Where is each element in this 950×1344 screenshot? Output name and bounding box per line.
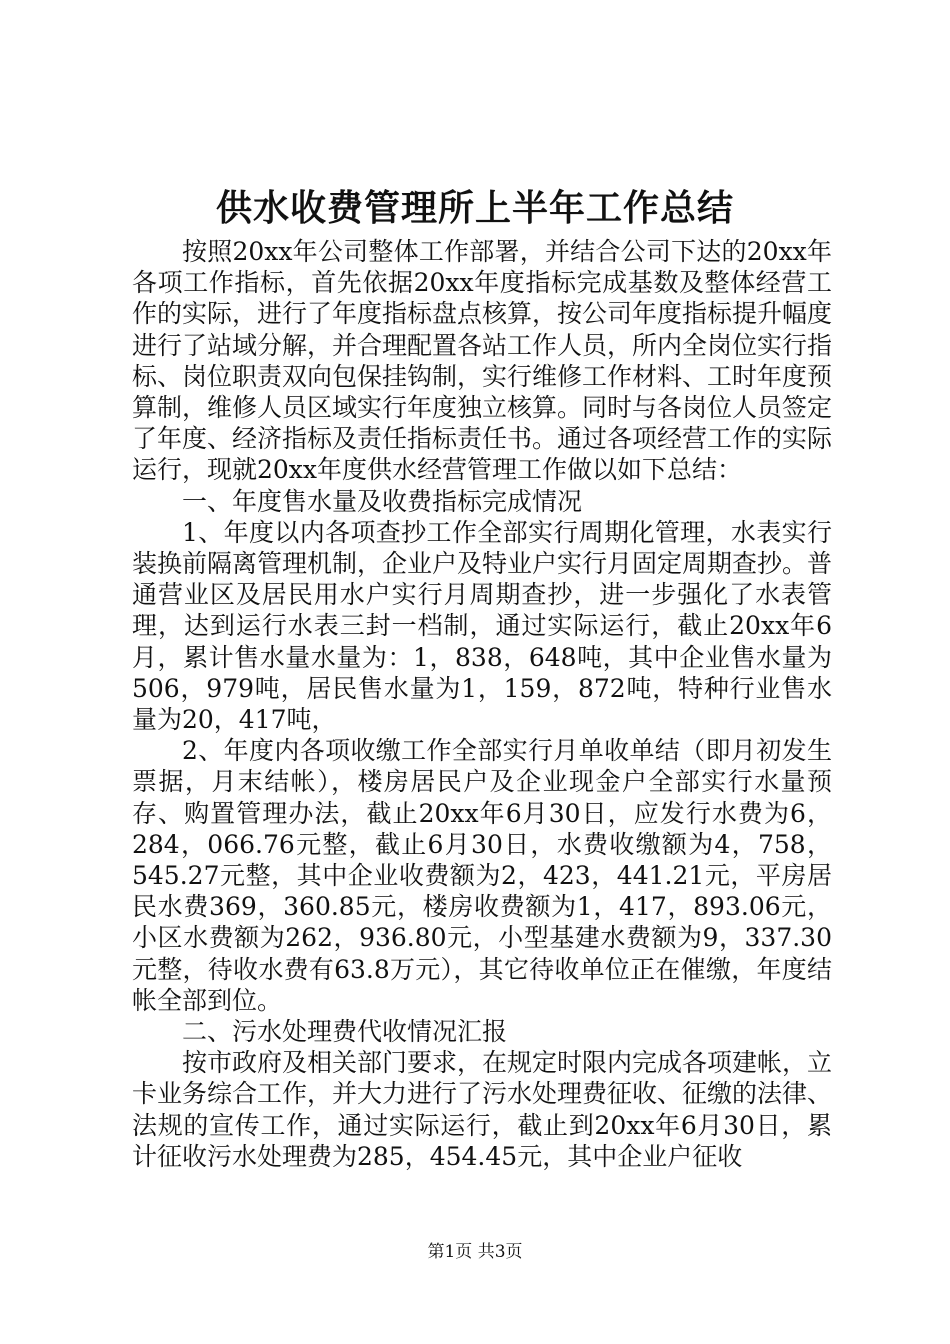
paragraph-fee-collection: 2、年度内各项收缴工作全部实行月单收单结（即月初发生票据，月末结帐），楼房居民户及企业现金户全部实行水量预存、购置管理办法，截止20xx年6月30日，应发行水费为6，284，066.76元整，截止6月30日，水费收缴额为4，758，545.27元整，其中企业收费额为2，423，441.21元，平房居民水费369，360.85元，楼房收费额为1，417，893.06元，小区水费额为262，936.80元，小型基建水费额为9，337.30元整，待收水费有63.8万元），其它待收单位正在催缴，年度结帐全部到位。 xyxy=(132,736,832,1015)
paragraph-sewage-fee: 按市政府及相关部门要求，在规定时限内完成各项建帐，立卡业务综合工作，并大力进行了污水处理费征收、征缴的法律、法规的宣传工作，通过实际运行，截止到20xx年6月30日，累计征收污水处理费为285，454.45元，其中企业户征收 xyxy=(132,1048,833,1171)
document-title: 供水收费管理所上半年工作总结 xyxy=(215,187,734,229)
section-heading-1: 一、年度售水量及收费指标完成情况 xyxy=(182,486,583,516)
intro-paragraph: 按照20xx年公司整体工作部署，并结合公司下达的20xx年各项工作指标，首先依据20xx年度指标完成基数及整体经营工作的实际，进行了年度指标盘点核算，按公司年度指标提升幅度进行了站域分解，并合理配置各站工作人员，所内全岗位实行指标、岗位职责双向包保挂钩制，实行维修工作材料、工时年度预算制，维修人员区域实行年度独立核算。同时与各岗位人员签定了年度、经济指标及责任指标责任书。通过各项经营工作的实际运行，现就20xx年度供水经营管理工作做以如下总结： xyxy=(132,237,833,485)
section-heading-2: 二、污水处理费代收情况汇报 xyxy=(182,1017,508,1047)
page-number: 第1页 共3页 xyxy=(427,1242,523,1262)
document-body xyxy=(132,236,832,1172)
paragraph-water-sales: 1、年度以内各项查抄工作全部实行周期化管理，水表实行装换前隔离管理机制，企业户及特业户实行月固定周期查抄。普通营业区及居民用水户实行月周期查抄，进一步强化了水表管理，达到运行水表三封一档制，通过实际运行，截止20xx年6月，累计售水量水量为：1，838，648吨，其中企业售水量为506，979吨，居民售水量为1，159，872吨，特种行业售水量为20，417吨， xyxy=(132,517,833,735)
